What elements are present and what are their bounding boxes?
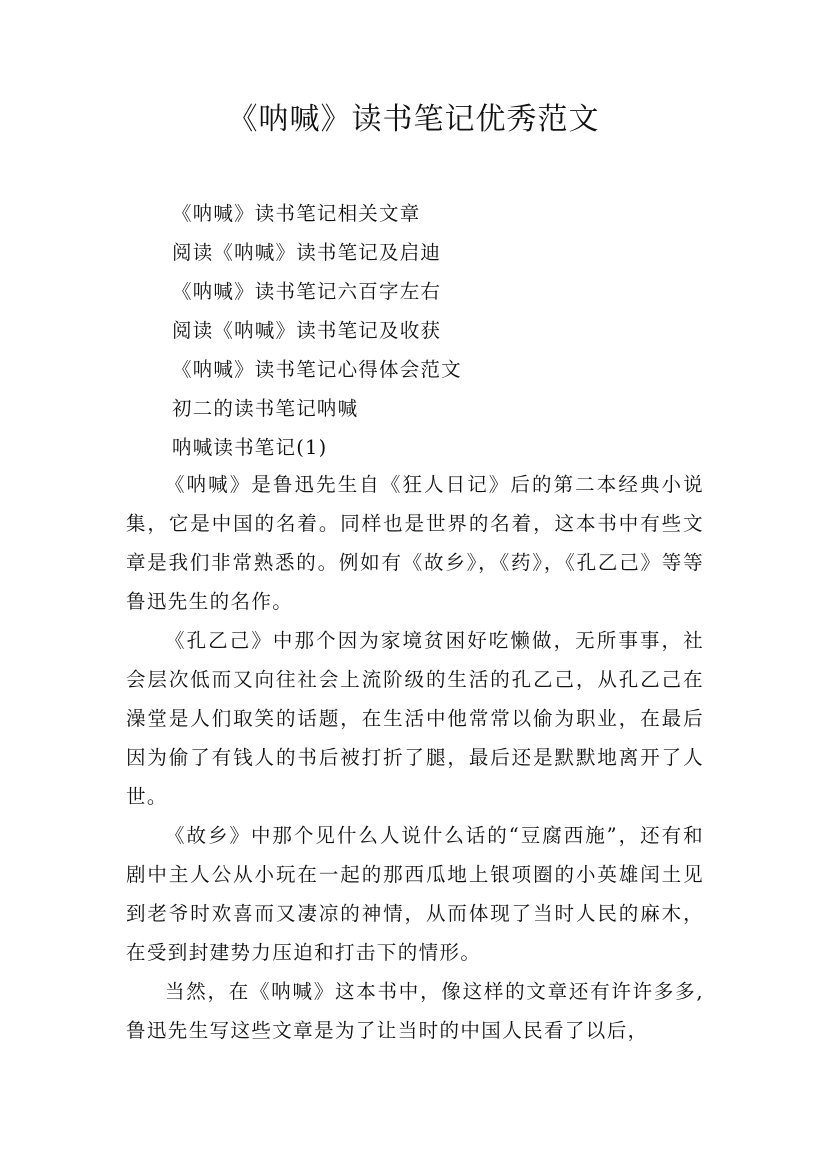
related-link-2[interactable]: 阅读《呐喊》读书笔记及启迪 (172, 241, 442, 264)
body-paragraph: 《故乡》中那个见什么人说什么话的“豆腐西施”，还有和剧中主人公从小玩在一起的那西瓜地上银项圈的小英雄闰土见到老爷时欢喜而又凄凉的神情，从而体现了当时人民的麻木，在受到封建势力压迫和打击下的情形。 (126, 824, 704, 964)
related-link-1[interactable]: 《呐喊》读书笔记相关文章 (172, 202, 421, 225)
document-title: 《呐喊》读书笔记优秀范文 (227, 102, 600, 137)
related-link-7[interactable]: 呐喊读书笔记(1) (172, 436, 328, 459)
related-links-list (172, 194, 732, 467)
body-paragraph: 《孔乙己》中那个因为家境贫困好吃懒做，无所事事，社会层次低而又向往社会上流阶级的生活的孔乙己，从孔乙己在澡堂是人们取笑的话题，在生活中他常常以偷为职业，在最后因为偷了有钱人的书后被打折了腿，最后还是默默地离开了人世。 (126, 629, 704, 808)
body-paragraph: 《呐喊》是鲁迅先生自《狂人日记》后的第二本经典小说集，它是中国的名着。同样也是世界的名着，这本书中有些文章是我们非常熟悉的。例如有《故乡》，《药》，《孔乙己》等等鲁迅先生的名作。 (126, 473, 704, 613)
related-link-4[interactable]: 阅读《呐喊》读书笔记及收获 (172, 319, 442, 342)
related-link-3[interactable]: 《呐喊》读书笔记六百字左右 (172, 280, 442, 303)
body-paragraph: 当然，在《呐喊》这本书中，像这样的文章还有许许多多,鲁迅先生写这些文章是为了让当时的中国人民看了以后， (126, 980, 704, 1042)
related-link-6[interactable]: 初二的读书笔记呐喊 (172, 397, 359, 420)
related-link-5[interactable]: 《呐喊》读书笔记心得体会范文 (172, 358, 462, 381)
article-body (126, 465, 704, 1050)
